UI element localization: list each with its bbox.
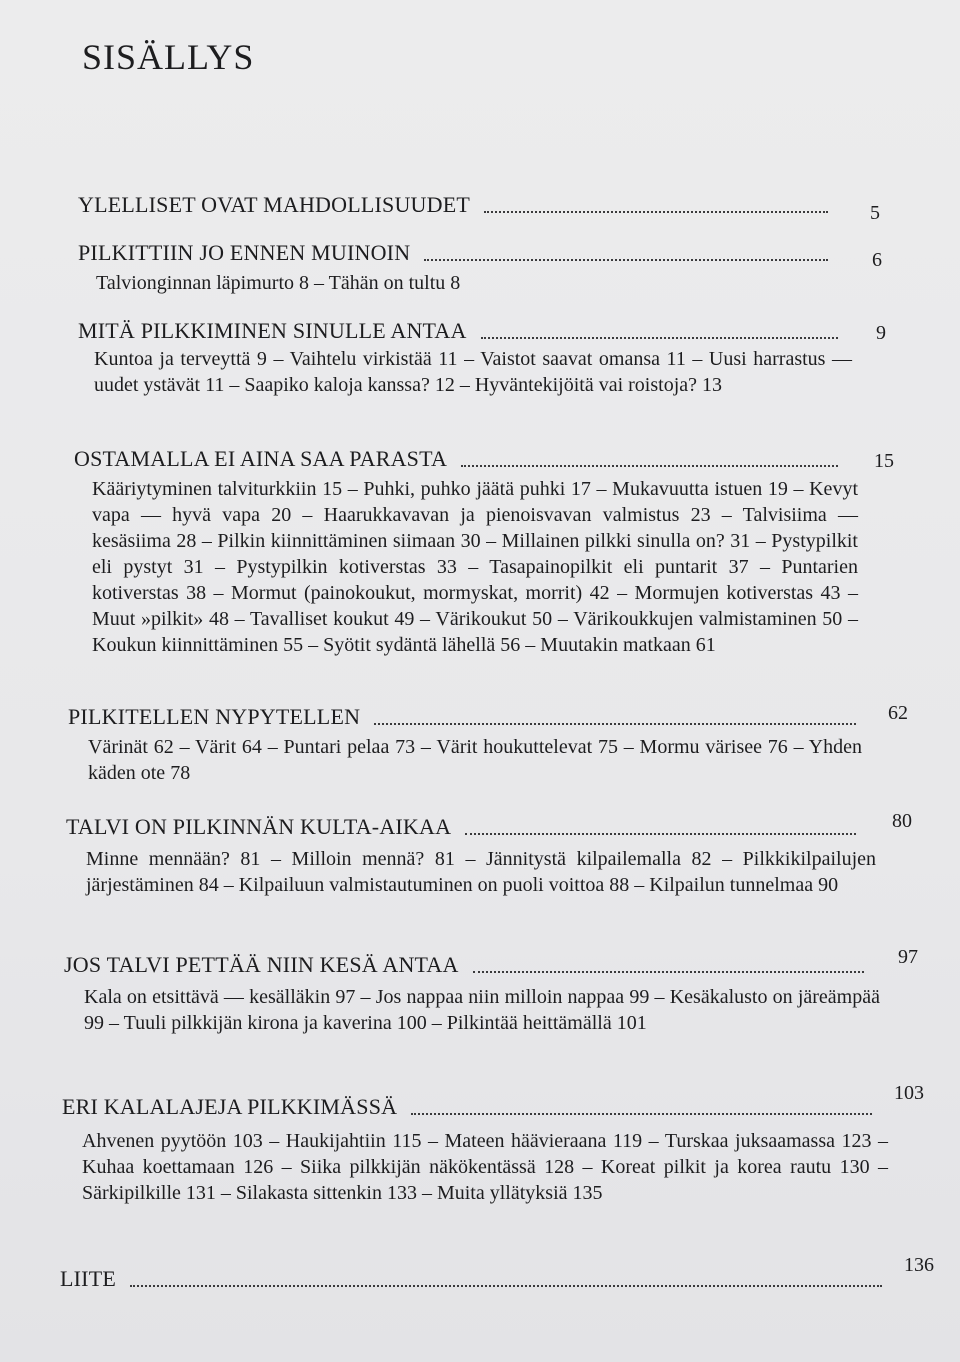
dot-leader <box>130 1285 882 1287</box>
toc-heading: OSTAMALLA EI AINA SAA PARASTA <box>74 446 448 471</box>
toc-subtopics: Kala on etsittävä — kesälläkin 97 – Jos nappaa niin milloin nappaa 99 – Kesäkalusto on järeämpää 99 – Tuuli pilkkijän kirona ja kaverina 100 – Pilkintää heittämällä 101 <box>84 986 880 1034</box>
toc-entry-6 <box>64 952 874 978</box>
dot-leader <box>411 1113 872 1115</box>
toc-page-number: 80 <box>892 810 912 832</box>
toc-entry-7 <box>62 1094 882 1120</box>
toc-heading: LIITE <box>60 1266 116 1291</box>
toc-subtopics: Värinät 62 – Värit 64 – Puntari pelaa 73 – Värit houkuttelevat 75 – Mormu värisee 76 – Yhden käden ote 78 <box>88 736 862 784</box>
toc-page-number: 62 <box>888 702 908 724</box>
toc-entry-5 <box>66 814 866 840</box>
toc-entry-0 <box>78 192 838 218</box>
dot-leader <box>465 833 856 835</box>
toc-page-number: 6 <box>872 249 882 271</box>
toc-page-number: 136 <box>904 1254 934 1276</box>
toc-heading: MITÄ PILKKIMINEN SINULLE ANTAA <box>78 318 467 343</box>
toc-heading: PILKITTIIN JO ENNEN MUINOIN <box>78 240 411 265</box>
toc-page-number: 97 <box>898 946 918 968</box>
dot-leader <box>461 465 838 467</box>
toc-heading: YLELLISET OVAT MAHDOLLISUUDET <box>78 192 471 217</box>
toc-page-number: 9 <box>876 322 886 344</box>
page-title: SISÄLLYS <box>82 37 255 77</box>
dot-leader <box>374 723 856 725</box>
toc-entry-2 <box>78 318 848 344</box>
toc-subtopics: Talvionginnan läpimurto 8 – Tähän on tultu 8 <box>96 272 461 294</box>
toc-subtopics: Minne mennään? 81 – Milloin mennä? 81 – Jännitystä kilpailemalla 82 – Pilkkikilpailujen järjestäminen 84 – Kilpailuun valmistautuminen on puoli voittoa 88 – Kilpailun tunnelmaa 90 <box>86 848 876 896</box>
toc-subtopics: Ahvenen pyytöön 103 – Haukijahtiin 115 – Mateen häävieraana 119 – Turskaa juksaamassa 123 – Kuhaa koettamaan 126 – Siika pilkkijän näkökentässä 128 – Koreat pilkit ja korea rautu 130 – Särkipilkille 131 – Silakasta sittenkin 133 – Muita yllätyksiä 135 <box>82 1130 888 1204</box>
toc-entry-1 <box>78 240 838 266</box>
toc-page-number: 103 <box>894 1082 924 1104</box>
toc-subtopics: Kuntoa ja terveyttä 9 – Vaihtelu virkistää 11 – Vaistot saavat omansa 11 – Uusi harrastus — uudet ystävät 11 – Saapiko kaloja kanssa? 12 – Hyväntekijöitä vai roistoja? 13 <box>94 348 852 396</box>
toc-page-number: 5 <box>870 202 880 224</box>
toc-heading: ERI KALALAJEJA PILKKIMÄSSÄ <box>62 1094 398 1119</box>
dot-leader <box>484 211 828 213</box>
dot-leader <box>481 337 838 339</box>
dot-leader <box>424 259 828 261</box>
toc-heading: PILKITELLEN NYPYTELLEN <box>68 704 361 729</box>
toc-entry-4 <box>68 704 866 730</box>
toc-subtopics: Kääriytyminen talviturkkiin 15 – Puhki, puhko jäätä puhki 17 – Mukavuutta istuen 19 – Kevyt vapa — hyvä vapa 20 – Haarukkavavan ja pienoisvavan valmistus 23 – Talvisiima — kesäsiima 28 – Pilkin kiinnittäminen siimaan 30 – Millainen pilkki sinulla on? 31 – Pystypilkit eli pystyt 31 – Pystypilkin kotiverstas 33 – Tasapainopilkit eli puntarit 37 – Puntarien kotiverstas 38 – Mormut (painokoukut, mormyskat, morrit) 42 – Mormujen kotiverstas 43 – Muut »pilkit» 48 – Tavalliset koukut 49 – Värikoukut 50 – Värikoukkujen valmistaminen 50 – Koukun kiinnittäminen 55 – Syötit sydäntä lähellä 56 – Muutakin matkaan 61 <box>92 478 858 656</box>
toc-heading: JOS TALVI PETTÄÄ NIIN KESÄ ANTAA <box>64 952 459 977</box>
toc-entry-8 <box>60 1266 892 1292</box>
dot-leader <box>473 971 864 973</box>
toc-heading: TALVI ON PILKINNÄN KULTA-AIKAA <box>66 814 452 839</box>
toc-page-number: 15 <box>874 450 894 472</box>
toc-entry-3 <box>74 446 848 472</box>
